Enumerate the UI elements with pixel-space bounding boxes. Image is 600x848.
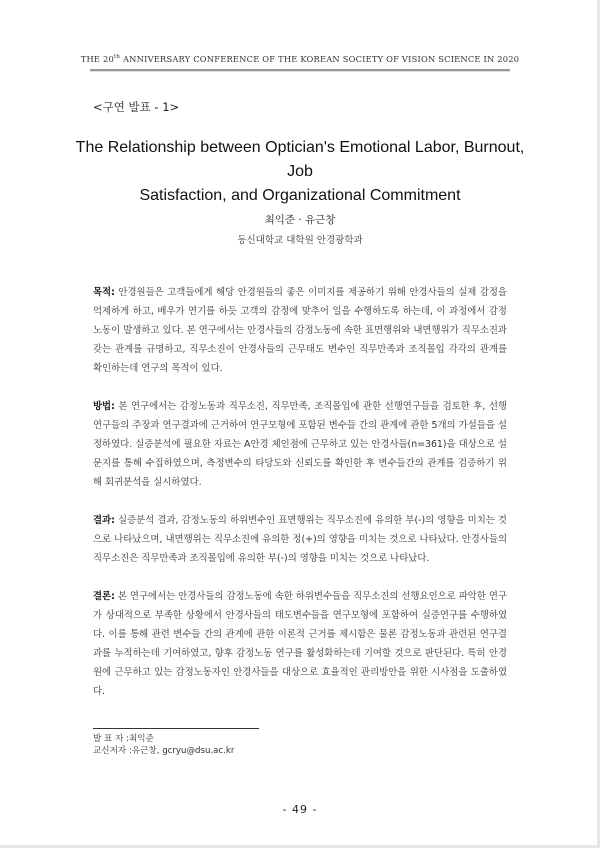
purpose-text: 안경원들은 고객들에게 해당 안경원들의 좋은 이미지를 제공하기 위해 안경사들의 실제 감정을 억제하게 하고, 배우가 연기를 하듯 고객의 감정에 맞추어 일을 수행하도록 하는데, 이 과정에서 감정노동이 발생하고 있다. 본 연구에서는 안경사들의 감정노동에 속한 표면행위와 내면행위가 직무소진과 갖는 관계를 규명하고, 직무소진이 안경사들의 근무태도 변수인 직무만족과 조직몰입 각각의 관계를 확인하는데 연구의 목적이 있다. xyxy=(93,287,507,374)
authors: 최익준 · 유근창 xyxy=(264,214,336,226)
paper-title-line-1: The Relationship between Optician's Emotional Labor, Burnout, Job xyxy=(75,139,525,180)
header-rule xyxy=(90,69,510,72)
footnote-presenter: 발 표 자 :최익준 xyxy=(93,734,154,744)
conclusion-text: 본 연구에서는 안경사들의 감정노동에 속한 하위변수들을 직무소진의 선행요인으로 파악한 연구가 상대적으로 부족한 상황에서 안경사들의 태도변수들을 연구모형에 포함하여 실증연구를 수행하였다. 이를 통해 관련 변수들 간의 관계에 관한 이론적 근거를 제시함은 물론 감정노동과 관련된 연구결과를 누적하는데 기여하였고, 향후 감정노동 연구를 활성화하는데 기여할 것으로 판단된다. 특히 안경원에 근무하고 있는 감정노동자인 안경사들을 대상으로 효율적인 관리방안을 위한 시사점을 도출하였다. xyxy=(93,591,507,697)
page-number: - 49 - xyxy=(282,803,318,816)
footnotes xyxy=(93,733,234,757)
abstract xyxy=(93,283,507,720)
results-heading: 결과: xyxy=(93,515,115,526)
results-text: 실증분석 결과, 감정노동의 하위변수인 표면행위는 직무소진에 유의한 부(-)의 영향을 미치는 것으로 나타났으며, 내면행위는 직무소진에 유의한 정(+)의 영향을 미치는 것으로 나타났다. 안경사들의 직무소진은 직무만족과 조직몰입에 유의한 부(-)의 영향을 미치는 것으로 나타났다. xyxy=(93,515,507,564)
abstract-conclusion xyxy=(93,587,507,701)
methods-heading: 방법: xyxy=(93,401,115,412)
abstract-methods xyxy=(93,397,507,492)
running-head xyxy=(0,54,600,64)
running-head-superscript: th xyxy=(114,54,121,61)
paper-title xyxy=(70,136,530,208)
paper-title-line-2: Satisfaction, and Organizational Commitment xyxy=(139,187,461,204)
running-head-prefix: THE 20 xyxy=(80,54,114,64)
affiliation: 동신대학교 대학원 안경광학과 xyxy=(237,235,363,246)
purpose-heading: 목적: xyxy=(93,287,115,298)
methods-text: 본 연구에서는 감정노동과 직무소진, 직무만족, 조직몰입에 관한 선행연구들을 검토한 후, 선행연구들의 주장과 연구결과에 근거하여 연구모형에 포함된 변수들 간의 관계에 관한 5개의 가설들을 설정하였다. 실증분석에 필요한 자료는 A안경 체인점에 근무하고 있는 안경사들(n=361)을 대상으로 설문지를 통해 수집하였으며, 측정변수의 타당도와 신뢰도를 확인한 후 변수들간의 관계를 검증하기 위해 회귀분석을 실시하였다. xyxy=(93,401,507,488)
abstract-results xyxy=(93,511,507,568)
conclusion-heading: 결론: xyxy=(93,591,115,602)
abstract-purpose xyxy=(93,283,507,378)
footnote-correspondent: 교신저자 :유근창, gcryu@dsu.ac.kr xyxy=(93,746,235,756)
session-label: <구연 발표 - 1> xyxy=(93,100,180,114)
footnote-rule xyxy=(93,728,259,729)
running-head-suffix: ANNIVERSARY CONFERENCE OF THE KOREAN SOCIETY OF VISION SCIENCE IN 2020 xyxy=(120,54,520,64)
